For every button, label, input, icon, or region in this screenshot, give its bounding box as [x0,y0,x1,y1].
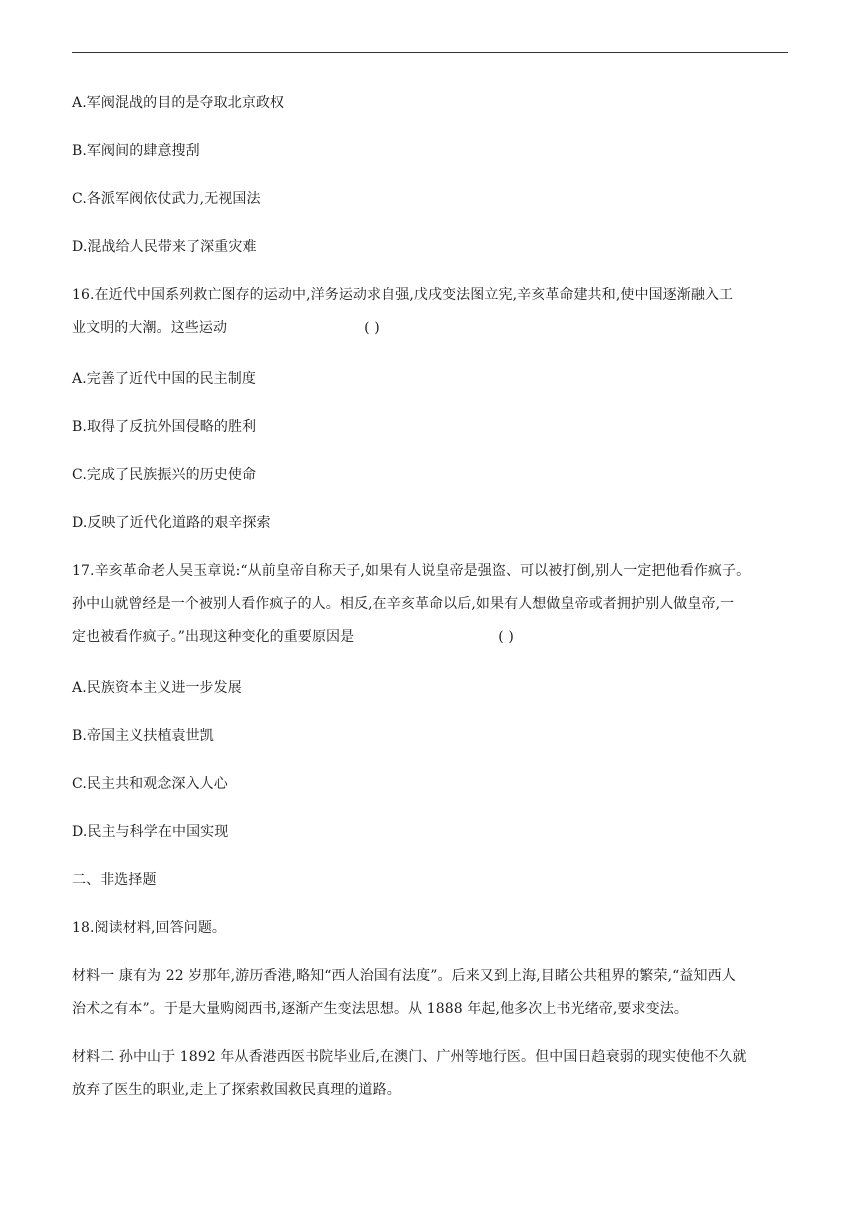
q16-option-a: A.完善了近代中国的民主制度 [72,371,256,387]
q16-option-c: C.完成了民族振兴的历史使命 [72,467,257,483]
q17-option-d: D.民主与科学在中国实现 [72,824,229,840]
q18-material1-line1: 材料一 康有为 22 岁那年,游历香港,略知“西人治国有法度”。后来又到上海,目睹公共租界的繁荣,“益知西人 [72,968,736,984]
q15-option-d: D.混战给人民带来了深重灾难 [72,239,257,255]
q17-stem-text: 定也被看作疯子。”出现这种变化的重要原因是 [72,629,355,645]
q17-answer-bracket: ( ) [498,629,514,645]
q16-stem-line2 [72,319,792,337]
q17-stem-line2: 孙中山就曾经是一个被别人看作疯子的人。相反,在辛亥革命以后,如果有人想做皇帝或者拥护别人做皇帝,一 [72,596,735,612]
q15-option-a: A.军阀混战的目的是夺取北京政权 [72,95,285,111]
q16-stem-line1: 16.在近代中国系列救亡图存的运动中,洋务运动求自强,戊戌变法图立宪,辛亥革命建共和,使中国逐渐融入工 [72,287,734,303]
q18-material1-line2: 治术之有本”。于是大量购阅西书,逐渐产生变法思想。从 1888 年起,他多次上书光绪帝,要求变法。 [72,1001,688,1017]
q18-stem: 18.阅读材料,回答问题。 [72,920,227,936]
header-rule [72,52,788,53]
q17-stem-line1: 17.辛亥革命老人吴玉章说:“从前皇帝自称天子,如果有人说皇帝是强盗、可以被打倒,别人一定把他看作疯子。 [72,563,751,579]
q16-option-d: D.反映了近代化道路的艰辛探索 [72,515,271,531]
q18-material2-line1: 材料二 孙中山于 1892 年从香港西医书院毕业后,在澳门、广州等地行医。但中国日趋衰弱的现实使他不久就 [72,1049,747,1065]
q17-stem-line3 [72,628,792,646]
q16-stem-text: 业文明的大潮。这些运动 [72,320,228,336]
q17-option-c: C.民主共和观念深入人心 [72,776,228,792]
q17-option-a: A.民族资本主义进一步发展 [72,680,242,696]
q16-option-b: B.取得了反抗外国侵略的胜利 [72,419,257,435]
q15-option-c: C.各派军阀依仗武力,无视国法 [72,191,261,207]
q16-answer-bracket: ( ) [364,320,380,336]
q17-option-b: B.帝国主义扶植袁世凯 [72,728,214,744]
q18-material2-line2: 放弃了医生的职业,走上了探索救国救民真理的道路。 [72,1082,401,1098]
q15-option-b: B.军阀间的肆意搜刮 [72,143,200,159]
section-title: 二、非选择题 [72,872,157,888]
